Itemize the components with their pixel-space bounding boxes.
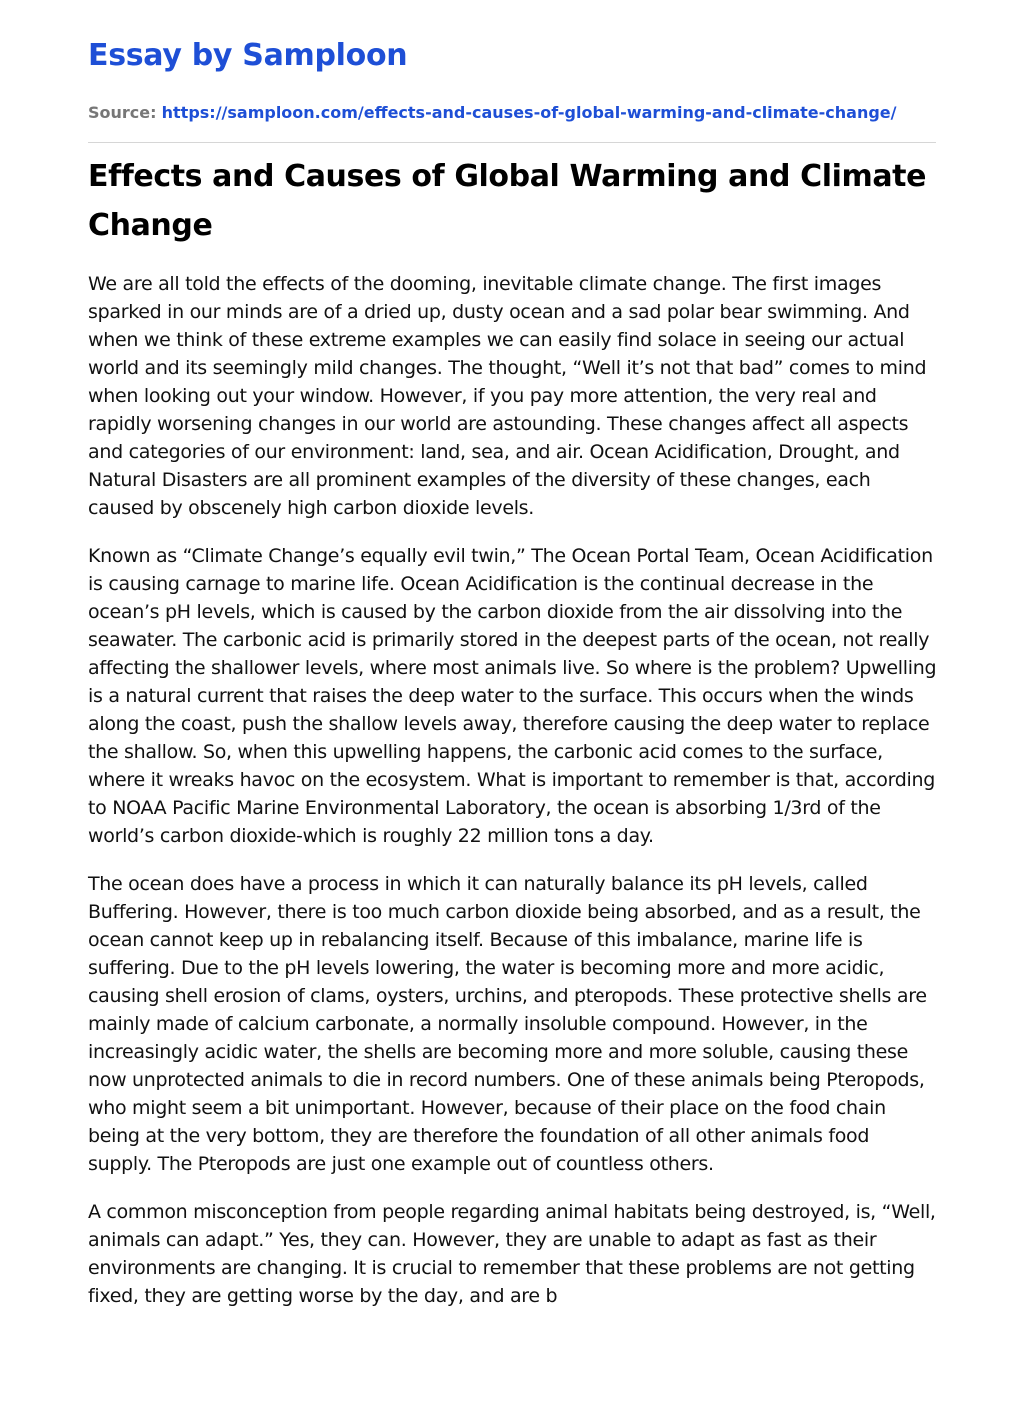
essay-title: Effects and Causes of Global Warming and Climate Change	[88, 159, 927, 243]
source-label: Source:	[88, 103, 157, 122]
source-line	[88, 101, 896, 125]
essay-paragraph: The ocean does have a process in which it can naturally balance its pH levels, called Buffering. However, there is too much carbon dioxide being absorbed, and as a result, the ocean cannot keep up in rebalancing itself. Because of this imbalance, marine life is suffering. Due to the pH levels lowering, the water is becoming more and more acidic, causing shell erosion of clams, oysters, urchins, and pteropods. These protective shells are mainly made of calcium carbonate, a normally insoluble compound. However, in the increasingly acidic water, the shells are becoming more and more soluble, causing these now unprotected animals to die in record numbers. One of these animals being Pteropods, who might seem a bit unimportant. However, because of their place on the food chain being at the very bottom, they are therefore the foundation of all other animals food supply. The Pteropods are just one example out of countless others.	[88, 873, 927, 1175]
brand-title: Essay by Samploon	[88, 38, 408, 73]
essay-body	[88, 270, 938, 1330]
source-link[interactable]: https://samploon.com/effects-and-causes-of-global-warming-and-climate-change/	[161, 103, 897, 122]
essay-paragraph: Known as “Climate Change’s equally evil twin,” The Ocean Portal Team, Ocean Acidification is causing carnage to marine life. Ocean Acidification is the continual decrease in the ocean’s pH levels, which is caused by the carbon dioxide from the air dissolving into the seawater. The carbonic acid is primarily stored in the deepest parts of the ocean, not really affecting the shallower levels, where most animals live. So where is the problem? Upwelling is a natural current that raises the deep water to the surface. This occurs when the winds along the coast, push the shallow levels away, therefore causing the deep water to replace the shallow. So, when this upwelling happens, the carbonic acid comes to the surface, where it wreaks havoc on the ecosystem. What is important to remember is that, according to NOAA Pacific Marine Environmental Laboratory, the ocean is absorbing 1/3rd of the world’s carbon dioxide-which is roughly 22 million tons a day.	[88, 545, 937, 847]
header-divider	[88, 142, 936, 143]
essay-paragraph: A common misconception from people regarding animal habitats being destroyed, is, “Well, animals can adapt.” Yes, they can. However, they are unable to adapt as fast as their environments are changing. It is crucial to remember that these problems are not getting fixed, they are getting worse by the day, and are b	[88, 1201, 936, 1307]
essay-paragraph: We are all told the effects of the dooming, inevitable climate change. The first images sparked in our minds are of a dried up, dusty ocean and a sad polar bear swimming. And when we think of these extreme examples we can easily find solace in seeing our actual world and its seemingly mild changes. The thought, “Well it’s not that bad” comes to mind when looking out your window. However, if you pay more attention, the very real and rapidly worsening changes in our world are astounding. These changes affect all aspects and categories of our environment: land, sea, and air. Ocean Acidification, Drought, and Natural Disasters are all prominent examples of the diversity of these changes, each caused by obscenely high carbon dioxide levels.	[88, 273, 927, 519]
